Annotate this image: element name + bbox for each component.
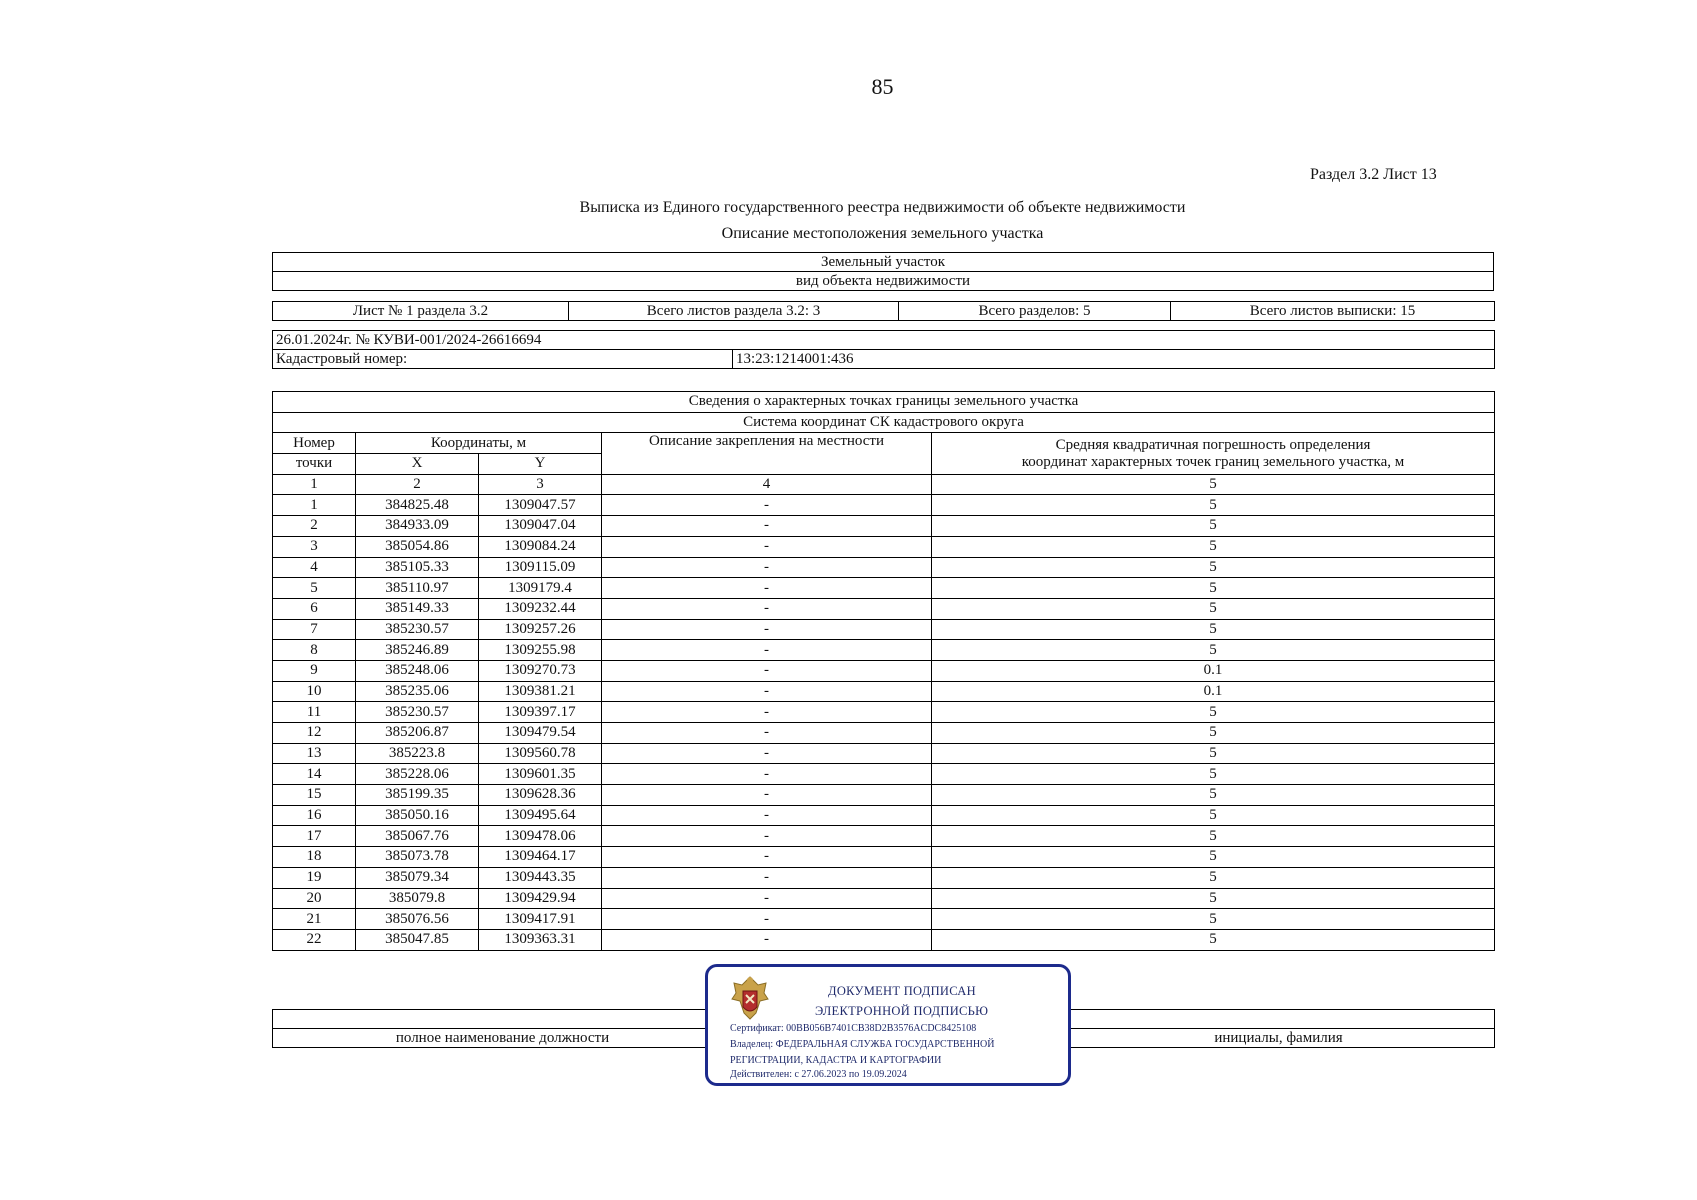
col-description: Описание закрепления на местности xyxy=(602,433,932,474)
cadastral-number-value: 13:23:1214001:436 xyxy=(733,350,1495,369)
error-cell: 5 xyxy=(932,867,1495,888)
description-cell: - xyxy=(602,764,932,785)
error-cell: 5 xyxy=(932,723,1495,744)
y-coordinate-cell: 1309443.35 xyxy=(479,867,602,888)
table-row xyxy=(273,867,1495,888)
column-number: 4 xyxy=(602,474,932,495)
x-coordinate-cell: 385230.57 xyxy=(356,619,479,640)
table-row xyxy=(273,536,1495,557)
table-row xyxy=(273,660,1495,681)
y-coordinate-cell: 1309628.36 xyxy=(479,785,602,806)
y-coordinate-cell: 1309397.17 xyxy=(479,702,602,723)
x-coordinate-cell: 384825.48 xyxy=(356,495,479,516)
column-numbers-row xyxy=(273,474,1495,495)
description-cell: - xyxy=(602,743,932,764)
y-coordinate-cell: 1309429.94 xyxy=(479,888,602,909)
table-row xyxy=(273,681,1495,702)
page-number: 85 xyxy=(871,74,894,99)
point-number-cell: 9 xyxy=(273,660,356,681)
error-cell: 5 xyxy=(932,619,1495,640)
y-coordinate-cell: 1309363.31 xyxy=(479,929,602,950)
description-cell: - xyxy=(602,723,932,744)
description-cell: - xyxy=(602,598,932,619)
error-cell: 5 xyxy=(932,557,1495,578)
y-coordinate-cell: 1309270.73 xyxy=(479,660,602,681)
x-coordinate-cell: 385248.06 xyxy=(356,660,479,681)
table-row xyxy=(273,619,1495,640)
point-number-cell: 7 xyxy=(273,619,356,640)
col-point-number: Номер xyxy=(273,433,356,454)
y-coordinate-cell: 1309257.26 xyxy=(479,619,602,640)
point-number-cell: 17 xyxy=(273,826,356,847)
error-cell: 5 xyxy=(932,702,1495,723)
table-row xyxy=(273,702,1495,723)
error-cell: 0.1 xyxy=(932,681,1495,702)
error-cell: 5 xyxy=(932,598,1495,619)
y-coordinate-cell: 1309047.57 xyxy=(479,495,602,516)
error-cell: 0.1 xyxy=(932,660,1495,681)
col-x: X xyxy=(356,454,479,475)
x-coordinate-cell: 384933.09 xyxy=(356,516,479,537)
description-cell: - xyxy=(602,536,932,557)
error-cell: 5 xyxy=(932,909,1495,930)
description-cell: - xyxy=(602,702,932,723)
point-number-cell: 3 xyxy=(273,536,356,557)
y-coordinate-cell: 1309084.24 xyxy=(479,536,602,557)
cadastral-number-label: Кадастровый номер: xyxy=(273,350,733,369)
point-number-cell: 14 xyxy=(273,764,356,785)
x-coordinate-cell: 385054.86 xyxy=(356,536,479,557)
y-coordinate-cell: 1309179.4 xyxy=(479,578,602,599)
y-coordinate-cell: 1309478.06 xyxy=(479,826,602,847)
error-cell: 5 xyxy=(932,805,1495,826)
table-row xyxy=(273,640,1495,661)
x-coordinate-cell: 385230.57 xyxy=(356,702,479,723)
sheets-info-table xyxy=(272,301,1495,321)
col-point-number-2: точки xyxy=(273,454,356,475)
x-coordinate-cell: 385079.34 xyxy=(356,867,479,888)
error-cell: 5 xyxy=(932,516,1495,537)
y-coordinate-cell: 1309255.98 xyxy=(479,640,602,661)
description-cell: - xyxy=(602,578,932,599)
x-coordinate-cell: 385246.89 xyxy=(356,640,479,661)
x-coordinate-cell: 385047.85 xyxy=(356,929,479,950)
col-error-line-2: координат характерных точек границ земельного участка, м xyxy=(1021,453,1405,470)
error-cell: 5 xyxy=(932,495,1495,516)
col-error xyxy=(932,433,1495,474)
x-coordinate-cell: 385050.16 xyxy=(356,805,479,826)
coordinate-system: Система координат СК кадастрового округа xyxy=(273,412,1495,433)
table-row xyxy=(273,826,1495,847)
col-coordinates: Координаты, м xyxy=(356,433,602,454)
points-table-title: Сведения о характерных точках границы земельного участка xyxy=(273,392,1495,413)
position-label: полное наименование должности xyxy=(273,1029,733,1048)
y-coordinate-cell: 1309381.21 xyxy=(479,681,602,702)
total-extract-sheets: Всего листов выписки: 15 xyxy=(1171,302,1495,321)
x-coordinate-cell: 385067.76 xyxy=(356,826,479,847)
y-coordinate-cell: 1309417.91 xyxy=(479,909,602,930)
point-number-cell: 19 xyxy=(273,867,356,888)
col-y: Y xyxy=(479,454,602,475)
description-cell: - xyxy=(602,805,932,826)
y-coordinate-cell: 1309232.44 xyxy=(479,598,602,619)
table-row xyxy=(273,847,1495,868)
error-cell: 5 xyxy=(932,929,1495,950)
x-coordinate-cell: 385110.97 xyxy=(356,578,479,599)
table-row xyxy=(273,598,1495,619)
x-coordinate-cell: 385149.33 xyxy=(356,598,479,619)
description-cell: - xyxy=(602,929,932,950)
x-coordinate-cell: 385199.35 xyxy=(356,785,479,806)
description-cell: - xyxy=(602,660,932,681)
description-cell: - xyxy=(602,619,932,640)
point-number-cell: 15 xyxy=(273,785,356,806)
stamp-line-2: ЭЛЕКТРОННОЙ ПОДПИСЬЮ xyxy=(815,1004,989,1018)
x-coordinate-cell: 385073.78 xyxy=(356,847,479,868)
table-row xyxy=(273,785,1495,806)
description-cell: - xyxy=(602,557,932,578)
cadastral-info-table xyxy=(272,330,1495,369)
x-coordinate-cell: 385079.8 xyxy=(356,888,479,909)
point-number-cell: 12 xyxy=(273,723,356,744)
table-row xyxy=(273,578,1495,599)
error-cell: 5 xyxy=(932,888,1495,909)
col-error-line-1: Средняя квадратичная погрешность определения xyxy=(1055,436,1371,453)
table-row xyxy=(273,495,1495,516)
stamp-owner: Владелец: ФЕДЕРАЛЬНАЯ СЛУЖБА ГОСУДАРСТВЕННОЙ xyxy=(730,1039,995,1050)
x-coordinate-cell: 385105.33 xyxy=(356,557,479,578)
description-cell: - xyxy=(602,785,932,806)
table-row xyxy=(273,929,1495,950)
total-section-sheets: Всего листов раздела 3.2: 3 xyxy=(569,302,899,321)
error-cell: 5 xyxy=(932,826,1495,847)
table-row xyxy=(273,764,1495,785)
x-coordinate-cell: 385206.87 xyxy=(356,723,479,744)
y-coordinate-cell: 1309601.35 xyxy=(479,764,602,785)
sheet-number: Лист № 1 раздела 3.2 xyxy=(273,302,569,321)
point-number-cell: 8 xyxy=(273,640,356,661)
point-number-cell: 11 xyxy=(273,702,356,723)
electronic-signature-stamp xyxy=(705,964,1071,1086)
point-number-cell: 13 xyxy=(273,743,356,764)
y-coordinate-cell: 1309464.17 xyxy=(479,847,602,868)
object-name: Земельный участок xyxy=(273,253,1494,272)
name-label: инициалы, фамилия xyxy=(1063,1029,1495,1048)
boundary-points-table xyxy=(272,391,1495,951)
description-cell: - xyxy=(602,495,932,516)
object-kind-label: вид объекта недвижимости xyxy=(273,272,1494,291)
point-number-cell: 6 xyxy=(273,598,356,619)
point-number-cell: 4 xyxy=(273,557,356,578)
description-cell: - xyxy=(602,867,932,888)
table-row xyxy=(273,888,1495,909)
column-number: 3 xyxy=(479,474,602,495)
point-number-cell: 2 xyxy=(273,516,356,537)
table-row xyxy=(273,805,1495,826)
description-cell: - xyxy=(602,847,932,868)
y-coordinate-cell: 1309047.04 xyxy=(479,516,602,537)
error-cell: 5 xyxy=(932,536,1495,557)
error-cell: 5 xyxy=(932,785,1495,806)
table-row xyxy=(273,516,1495,537)
description-cell: - xyxy=(602,640,932,661)
description-cell: - xyxy=(602,909,932,930)
column-number: 2 xyxy=(356,474,479,495)
section-sheet-label: Раздел 3.2 Лист 13 xyxy=(1310,166,1437,183)
point-number-cell: 18 xyxy=(273,847,356,868)
point-number-cell: 5 xyxy=(273,578,356,599)
point-number-cell: 20 xyxy=(273,888,356,909)
stamp-validity: Действителен: с 27.06.2023 по 19.09.2024 xyxy=(730,1069,907,1080)
extract-date-number: 26.01.2024г. № КУВИ-001/2024-26616694 xyxy=(273,331,1495,350)
y-coordinate-cell: 1309115.09 xyxy=(479,557,602,578)
eagle-emblem-icon xyxy=(728,973,772,1023)
description-cell: - xyxy=(602,681,932,702)
error-cell: 5 xyxy=(932,743,1495,764)
stamp-certificate: Сертификат: 00BB056B7401CB38D2B3576ACDC8425108 xyxy=(730,1023,977,1034)
description-cell: - xyxy=(602,826,932,847)
error-cell: 5 xyxy=(932,640,1495,661)
document-title: Выписка из Единого государственного реестра недвижимости об объекте недвижимости xyxy=(579,199,1186,216)
point-number-cell: 16 xyxy=(273,805,356,826)
description-cell: - xyxy=(602,888,932,909)
x-coordinate-cell: 385076.56 xyxy=(356,909,479,930)
document-subtitle: Описание местоположения земельного участка xyxy=(721,225,1044,242)
y-coordinate-cell: 1309560.78 xyxy=(479,743,602,764)
total-sections: Всего разделов: 5 xyxy=(899,302,1171,321)
point-number-cell: 10 xyxy=(273,681,356,702)
table-row xyxy=(273,909,1495,930)
point-number-cell: 1 xyxy=(273,495,356,516)
y-coordinate-cell: 1309495.64 xyxy=(479,805,602,826)
error-cell: 5 xyxy=(932,764,1495,785)
point-number-cell: 22 xyxy=(273,929,356,950)
error-cell: 5 xyxy=(932,847,1495,868)
stamp-owner-2: РЕГИСТРАЦИИ, КАДАСТРА И КАРТОГРАФИИ xyxy=(730,1055,942,1066)
x-coordinate-cell: 385235.06 xyxy=(356,681,479,702)
point-number-cell: 21 xyxy=(273,909,356,930)
x-coordinate-cell: 385223.8 xyxy=(356,743,479,764)
object-type-table xyxy=(272,252,1494,291)
x-coordinate-cell: 385228.06 xyxy=(356,764,479,785)
description-cell: - xyxy=(602,516,932,537)
error-cell: 5 xyxy=(932,578,1495,599)
column-number: 1 xyxy=(273,474,356,495)
table-row xyxy=(273,557,1495,578)
table-row xyxy=(273,723,1495,744)
stamp-line-1: ДОКУМЕНТ ПОДПИСАН xyxy=(828,984,976,998)
y-coordinate-cell: 1309479.54 xyxy=(479,723,602,744)
column-number: 5 xyxy=(932,474,1495,495)
table-row xyxy=(273,743,1495,764)
